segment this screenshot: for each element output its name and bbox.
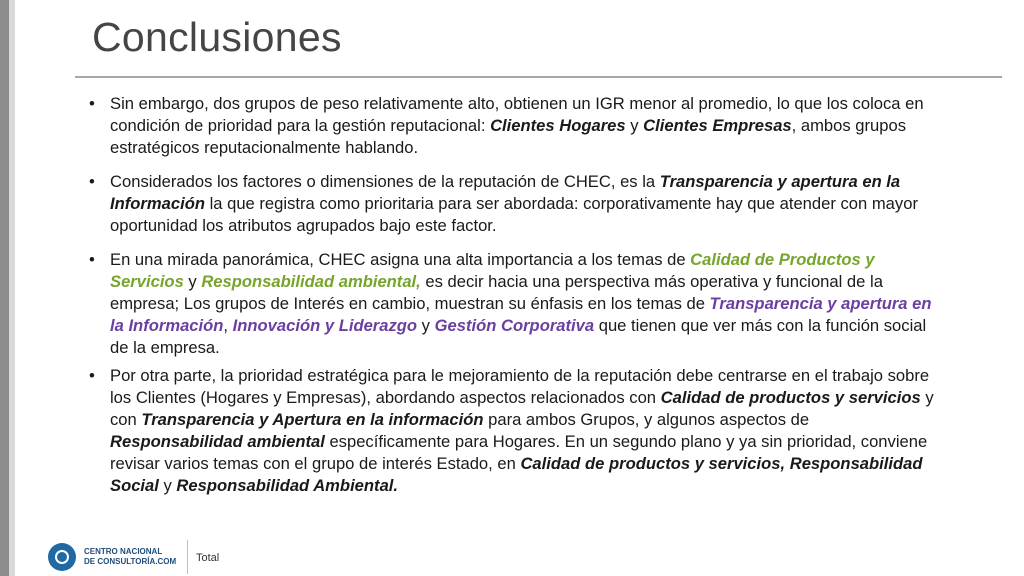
bullet-text xyxy=(110,365,938,497)
text-run: y con xyxy=(110,388,934,429)
bullet-dot: • xyxy=(89,172,95,191)
text-run: Considerados los factores o dimensiones de la reputación de CHEC, es la xyxy=(110,172,660,191)
emphasis-clientes-empresas: Clientes Empresas xyxy=(643,116,792,135)
text-run: y xyxy=(625,116,644,135)
emphasis-calidad-responsabilidad-social: Calidad de productos y servicios, Responsabilidad Social xyxy=(110,454,923,495)
left-accent-bar xyxy=(0,0,9,576)
bullet-text xyxy=(110,93,938,159)
slide-title: Conclusiones xyxy=(92,14,342,60)
company-logo-text xyxy=(84,547,176,567)
text-run: , xyxy=(223,316,233,335)
logo-line-2: DE CONSULTORÍA.COM xyxy=(84,557,177,566)
text-run: Sin embargo, dos grupos de peso relativamente alto, obtienen un IGR menor al promedio, lo que los coloca en condición de prioridad para la gestión reputacional: xyxy=(110,94,924,135)
text-run: En una mirada panorámica, CHEC asigna una alta importancia a los temas de xyxy=(110,250,691,269)
text-run: específicamente para Hogares. En un segundo plano y ya sin prioridad, conviene revisar varios temas con el grupo de interés Estado, en xyxy=(110,432,928,473)
text-run: , ambos grupos estratégicos reputacionalmente hablando. xyxy=(110,116,907,157)
bullet-dot: • xyxy=(89,94,95,113)
emphasis-responsabilidad-ambiental: Responsabilidad ambiental xyxy=(110,432,325,451)
emphasis-transparencia: Transparencia y apertura en la Información xyxy=(110,172,901,213)
footer-divider xyxy=(187,540,188,574)
text-run: y xyxy=(183,272,202,291)
text-run: es decir hacia una perspectiva más operativa y funcional de la empresa; Los grupos de Interés en cambio, muestran su énfasis en los temas de xyxy=(110,272,883,313)
logo-line-1: CENTRO NACIONAL xyxy=(84,547,163,556)
bullet-dot: • xyxy=(89,366,95,385)
bullet-item-4 xyxy=(88,365,938,497)
text-run: y xyxy=(417,316,435,335)
highlight-transparencia: Transparencia y apertura en la Información xyxy=(110,294,932,335)
emphasis-calidad: Calidad de productos y servicios xyxy=(660,388,921,407)
bullet-item-2 xyxy=(88,171,938,237)
company-logo-icon xyxy=(48,543,76,571)
footer-label: Total xyxy=(196,552,220,564)
highlight-calidad-productos: Calidad de Productos y Servicios xyxy=(110,250,875,291)
text-run: que tienen que ver más con la función social de la empresa. xyxy=(110,316,927,357)
highlight-innovacion: Innovación y Liderazgo xyxy=(232,316,418,335)
highlight-gestion-corporativa: Gestión Corporativa xyxy=(434,316,595,335)
text-run: Por otra parte, la prioridad estratégica para le mejoramiento de la reputación debe centrarse en el trabajo sobre los Clientes (Hogares y Empresas), abordando aspectos relacionados con xyxy=(110,366,930,407)
bullet-text xyxy=(110,249,938,359)
conclusions-list xyxy=(88,93,938,509)
bullet-dot: • xyxy=(89,250,95,269)
emphasis-transparencia: Transparencia y Apertura en la información xyxy=(141,410,484,429)
text-run: y xyxy=(158,476,177,495)
bullet-text xyxy=(110,171,938,237)
text-run: la que registra como prioritaria para ser abordada: corporativamente hay que atender con mayor oportunidad los atributos agrupados bajo este factor. xyxy=(110,194,918,235)
text-run: para ambos Grupos, y algunos aspectos de xyxy=(483,410,810,429)
title-divider xyxy=(75,76,1002,78)
bullet-item-3 xyxy=(88,249,938,359)
highlight-responsabilidad-ambiental: Responsabilidad ambiental, xyxy=(201,272,421,291)
bullet-item-1 xyxy=(88,93,938,159)
left-accent-bar-light xyxy=(9,0,15,576)
footer xyxy=(48,540,220,574)
emphasis-clientes-hogares: Clientes Hogares xyxy=(490,116,626,135)
emphasis-responsabilidad-ambiental: Responsabilidad Ambiental. xyxy=(176,476,399,495)
